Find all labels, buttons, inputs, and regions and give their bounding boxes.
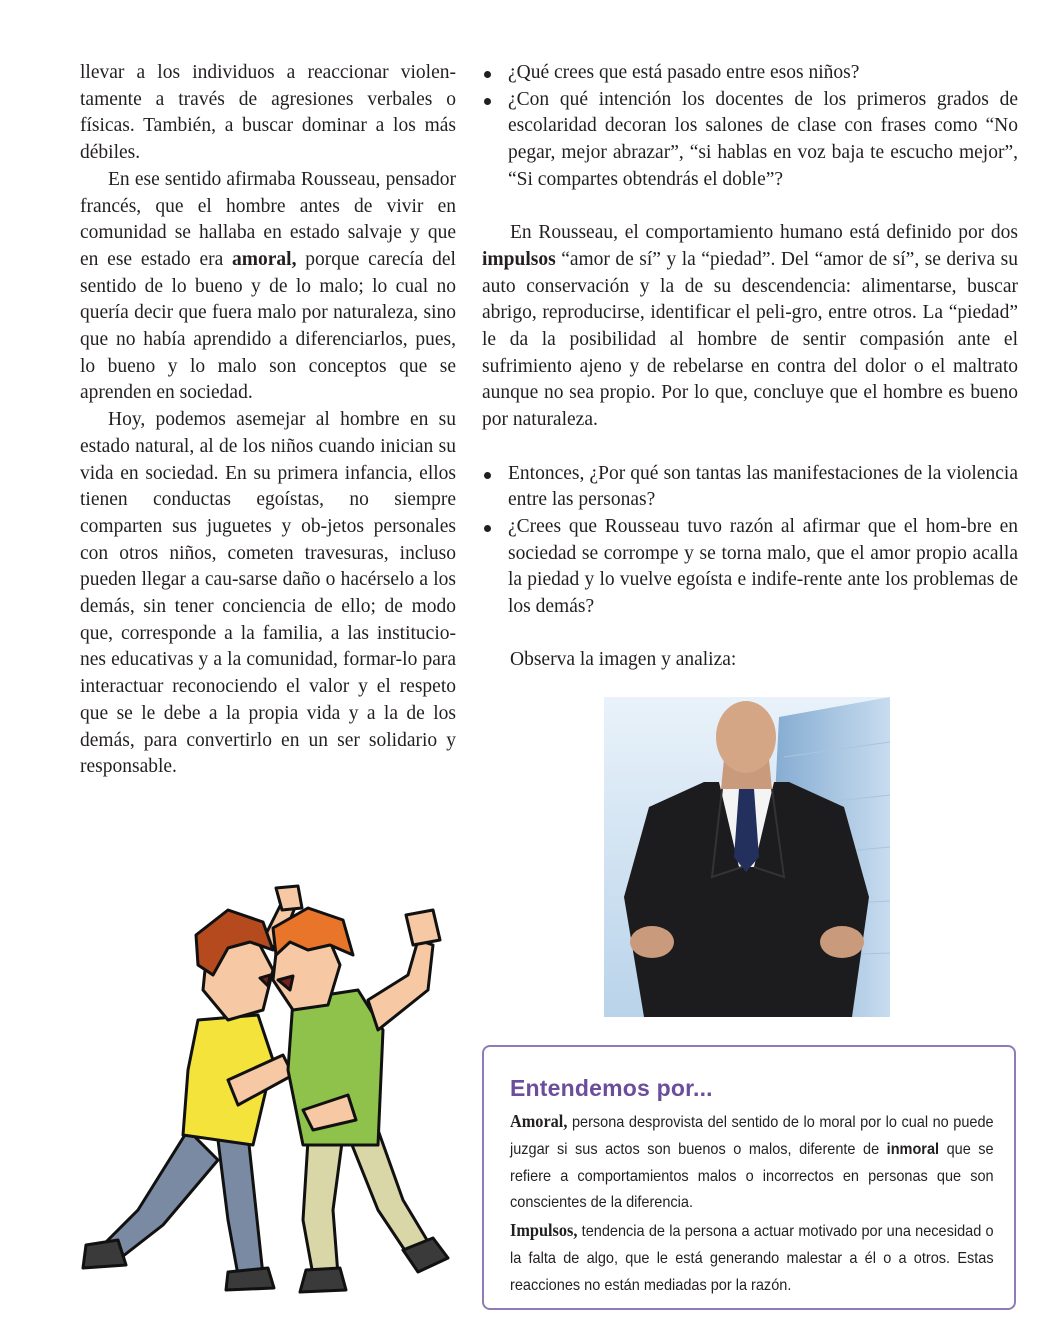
question-list-1 bbox=[482, 60, 1018, 194]
paragraph-4: En Rousseau, el comportamiento humano está definido por dos impulsos “amor de sí” y la “piedad”. Del “amor de sí”, se deriva su auto conservación y la de su descendencia: alimentarse, buscar abrigo, reproducirse, identificar el peli-gro, entre otros. La “piedad” le da la posibilidad al hombre de sentir compasión ante el sufrimiento ajeno y de rebelarse en contra del dolor o el maltrato aunque no sea propio. Por lo que, concluye que el hombre es bueno por naturaleza. bbox=[482, 222, 1018, 431]
paragraph-3: Hoy, podemos asemejar al hombre en su estado natural, al de los niños cuando inician su vida en sociedad. En su primera infancia, ellos tienen conductas egoístas, no siempre comparten sus juguetes y ob-jetos personales con otros niños, cometen travesuras, incluso pueden llegar a cau-sarse daño o hacérselo a los demás, sin tener conciencia de ello; de modo que, corresponde a la familia, a las institucio-nes educativas y a la comunidad, formar-lo para interactuar reconociendo el valor y el respeto que se le debe a la propia vida y a la de los demás, para convertirlo en un ser solidario y responsable. bbox=[80, 409, 456, 778]
list-item: ¿Qué crees que está pasado entre esos niños? bbox=[482, 60, 1018, 87]
list-item: ¿Con qué intención los docentes de los primeros grados de escolaridad decoran los salones de clase con frases como “No pegar, mejor abrazar”, “si hablas en voz baja te escucho mejor”, “Si compartes obtendrás el doble”? bbox=[482, 87, 1018, 194]
definitions-title: Entendemos por... bbox=[510, 1075, 713, 1101]
man-in-suit-photo bbox=[604, 697, 890, 1017]
paragraph-2: En ese sentido afirmaba Rousseau, pensador francés, que el hombre antes de vivir en comunidad se hallaba en estado salvaje y que en ese estado era amoral, porque carecía del sentido de lo bueno y de lo malo; lo cual no quería decir que fuera malo por naturaleza, sino que no había aprendido a diferenciarlos, pues, lo bueno y lo malo son conceptos que se aprenden en sociedad. bbox=[80, 168, 456, 404]
list-item: ¿Crees que Rousseau tuvo razón al afirmar que el hom-bre en sociedad se corrompe y se torna malo, que el amor propio acalla la piedad y lo vuelve egoísta e indife-rente ante los problemas de los demás? bbox=[482, 514, 1018, 621]
list-item: Entonces, ¿Por qué son tantas las manifestaciones de la violencia entre las personas? bbox=[482, 461, 1018, 514]
fighting-kids-illustration bbox=[78, 880, 458, 1300]
right-column bbox=[482, 60, 1018, 674]
left-column bbox=[80, 60, 456, 781]
bold-term-impulsos: impulsos bbox=[482, 248, 556, 270]
paragraph-1: llevar a los individuos a reaccionar violen-tamente a través de agresiones verbales o físicas. También, a buscar dominar a los más débiles. bbox=[80, 62, 456, 164]
question-list-2 bbox=[482, 461, 1018, 621]
paragraph-5: Observa la imagen y analiza: bbox=[510, 649, 737, 671]
definition-amoral: Amoral, persona desprovista del sentido de lo moral por lo cual no puede juzgar si sus actos son buenos o malos, diferente de inmoral que se refiere a comportamientos malos o incorrectos en personas que son conscientes de la diferencia. Impulsos, tendencia de la persona a actuar motivado por una necesidad o la falta de algo, que le está generando malestar a él o a otros. Estas reacciones no están mediadas por la razón. bbox=[510, 1111, 994, 1294]
definitions-box bbox=[482, 1045, 1016, 1310]
bold-term-amoral: amoral, bbox=[232, 248, 297, 270]
